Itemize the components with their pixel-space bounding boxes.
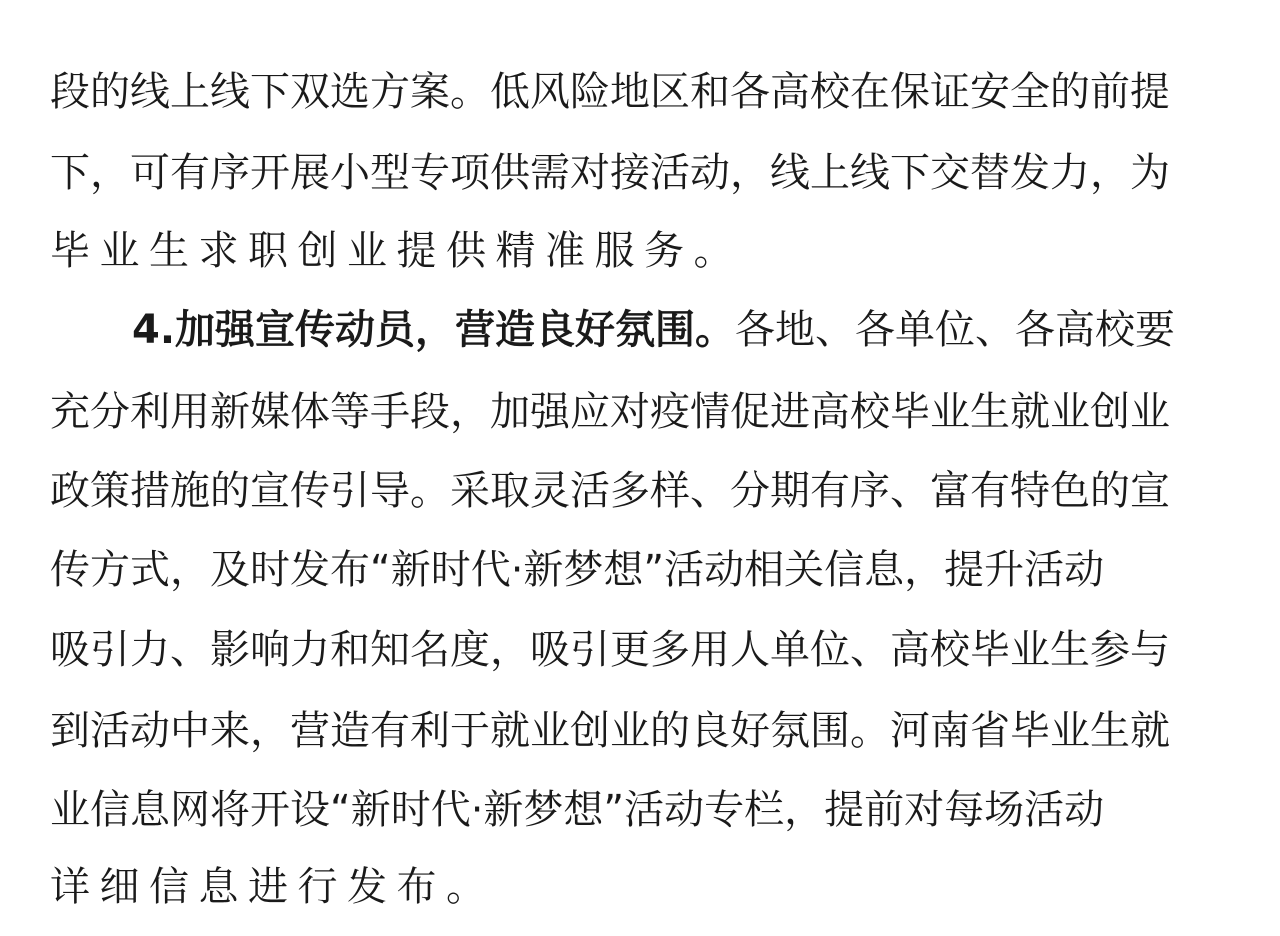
paragraph-2-line-3: 政策措施的宣传引导。采取灵活多样、分期有序、富有特色的宣 <box>50 468 1170 514</box>
paragraph-2-line-1-text: 各地、各单位、各高校要 <box>735 307 1176 353</box>
paragraph-2-line-1 <box>132 300 1230 360</box>
paragraph-2-line-5: 吸引力、影响力和知名度，吸引更多用人单位、高校毕业生参与 <box>50 627 1170 673</box>
section-heading: 4.加强宣传动员，营造良好氛围。 <box>132 307 736 353</box>
paragraph-1-line-1: 段的线上线下双选方案。低风险地区和各高校在保证安全的前提 <box>50 69 1170 115</box>
paragraph-2-line-7: 业信息网将开设“新时代·新梦想”活动专栏，提前对每场活动 <box>50 787 1105 833</box>
paragraph-2-line-8: 详细信息进行发布。 <box>50 864 496 910</box>
paragraph-2-line-4: 传方式，及时发布“新时代·新梦想”活动相关信息，提升活动 <box>50 547 1105 593</box>
paragraph-2-line-6: 到活动中来，营造有利于就业创业的良好氛围。河南省毕业生就 <box>50 708 1170 754</box>
paragraph-1-line-2: 下，可有序开展小型专项供需对接活动，线上线下交替发力，为 <box>50 150 1170 196</box>
paragraph-2-line-2: 充分利用新媒体等手段，加强应对疫情促进高校毕业生就业创业 <box>50 389 1170 435</box>
paragraph-1-line-3: 毕业生求职创业提供精准服务。 <box>50 228 743 274</box>
